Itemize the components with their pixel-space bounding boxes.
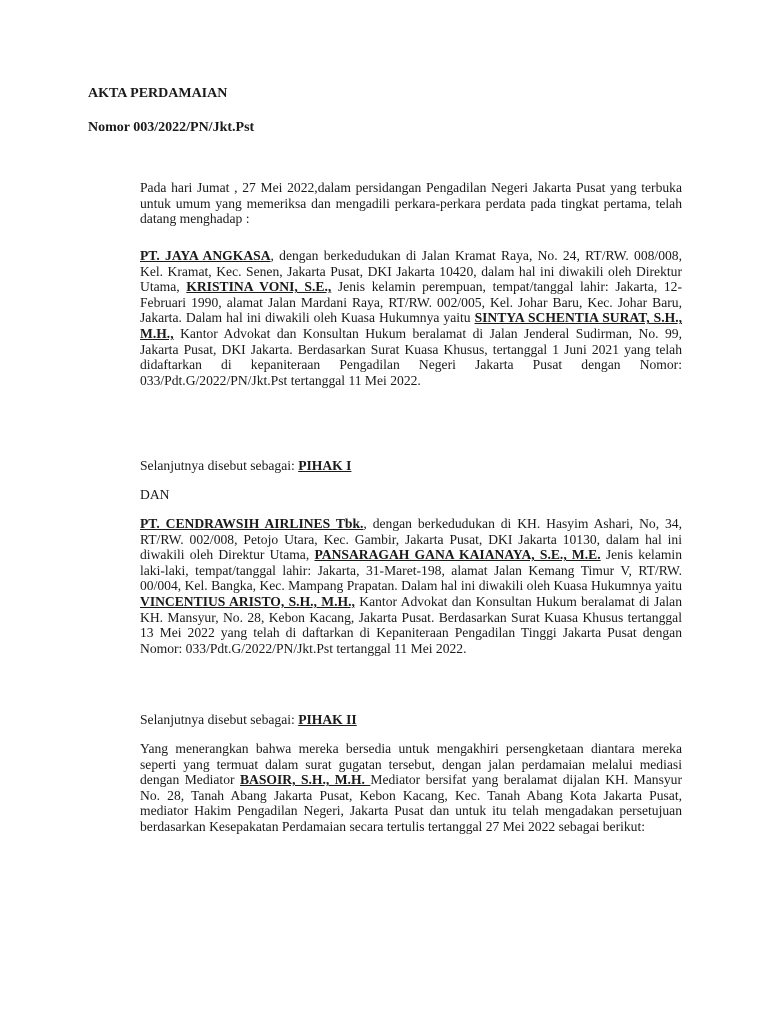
party1-text1: , dengan berkedudukan di Jalan Kramat Raya, No. 24, RT/RW. 008/008, Kel. Kramat, Kec. Senen, Jakarta Pusat, DKI Jakarta 10420, dalam hal ini diwakili oleh Direktur Utama,: [140, 248, 682, 295]
party1-text3: Kantor Advokat dan Konsultan Hukum beralamat di Jalan Jenderal Sudirman, No. 99, Jakarta Pusat, DKI Jakarta. Berdasarkan Surat Kuasa Khusus, tertanggal 1 Juni 2021 yang telah didaftarkan di kepaniteraan Pengadilan Negeri Jakarta Pusat dengan Nomor: 033/Pdt.G/2022/PN/Jkt.Pst tertanggal 11 Mei 2022.: [140, 325, 682, 388]
document-title: AKTA PERDAMAIAN: [88, 86, 228, 101]
party2-text2: Jenis kelamin laki-laki, tempat/tanggal lahir: Jakarta, 31-Maret-198, alamat Jalan Kemang Timur V, RT/RW. 00/004, Kel. Bangka, Kec. Mampang Prapatan. Dalam hal ini diwakili oleh Kuasa Hukumnya yaitu: [140, 547, 683, 594]
party1-name: PT. JAYA ANGKASA: [140, 248, 271, 263]
party2-lawyer: VINCENTIUS ARISTO, S.H., M.H.,: [140, 593, 355, 609]
party2-text3: Kantor Advokat dan Konsultan Hukum beralamat di Jalan KH. Mansyur, No. 28, Kebon Kacang, Jakarta Pusat. Berdasarkan Surat Kuasa Khusus tertanggal 13 Mei 2022 yang telah di daftarkan di Kepaniteraan Pengadilan Tinggi Jakarta Pusat dengan Nomor: 033/Pdt.G/2022/PN/Jkt.Pst tertanggal 11 Mei 2022.: [140, 593, 682, 656]
party2-text1: , dengan berkedudukan di KH. Hasyim Ashari, No, 34, RT/RW. 002/008, Petojo Utara, Kec. Gambir, Jakarta Pusat, DKI Jakarta 10130, dalam hal ini diwakili oleh Direktur Utama,: [140, 516, 682, 563]
party2-director: PANSARAGAH GANA KAIANAYA, S.E., M.E.: [314, 547, 601, 563]
party1-text2: Jenis kelamin perempuan, tempat/tanggal lahir: Jakarta, 12-Februari 1990, alamat Jalan Mardani Raya, RT/RW. 002/005, Kel. Johar Baru, Kec. Johar Baru, Jakarta. Dalam hal ini diwakili oleh Kuasa Hukumnya yaitu: [140, 279, 682, 326]
party1-lawyer: SINTYA SCHENTIA SURAT, S.H., M.H.,: [140, 310, 682, 341]
document-number: Nomor 003/2022/PN/Jkt.Pst: [88, 120, 255, 135]
pihak2-line: [140, 712, 682, 728]
closing-text2: Mediator bersifat yang beralamat dijalan KH. Mansyur No. 28, Tanah Abang Jakarta Pusat, Kebon Kacang, Kec. Tanah Abang Kota Jakarta Pusat, mediator Hakim Pengadilan Negeri, Jakarta Pusat dan untuk itu telah mengadakan persetujuan berdasarkan Kesepakatan Perdamaian secara tertulis tertanggal 27 Mei 2022 sebagai berikut:: [140, 772, 682, 834]
intro-paragraph: Pada hari Jumat , 27 Mei 2022,dalam persidangan Pengadilan Negeri Jakarta Pusat yang terbuka untuk umum yang memeriksa dan mengadili perkara-perkara perdata pada tingkat pertama, telah datang menghadap :: [140, 180, 682, 227]
party2-name: PT. CENDRAWSIH AIRLINES Tbk.: [140, 516, 364, 531]
pihak2-prefix: Selanjutnya disebut sebagai:: [140, 712, 299, 727]
pihak2-label: PIHAK II: [298, 712, 357, 727]
dan-line: DAN: [140, 487, 170, 502]
party1-paragraph: [140, 248, 682, 388]
pihak1-line: [140, 458, 682, 474]
pihak1-prefix: Selanjutnya disebut sebagai:: [140, 458, 299, 473]
party1-director: KRISTINA VONI, S.E.,: [186, 279, 332, 295]
mediator-name: BASOIR, S.H., M.H.: [239, 772, 371, 788]
closing-paragraph: [140, 741, 682, 835]
closing-text1: Yang menerangkan bahwa mereka bersedia untuk mengakhiri persengketaan diantara mereka seperti yang termuat dalam surat gugatan tersebut, dengan jalan perdamaian melalui mediasi dengan Mediator: [140, 741, 682, 788]
pihak1-label: PIHAK I: [298, 458, 352, 473]
party2-paragraph: [140, 516, 682, 656]
